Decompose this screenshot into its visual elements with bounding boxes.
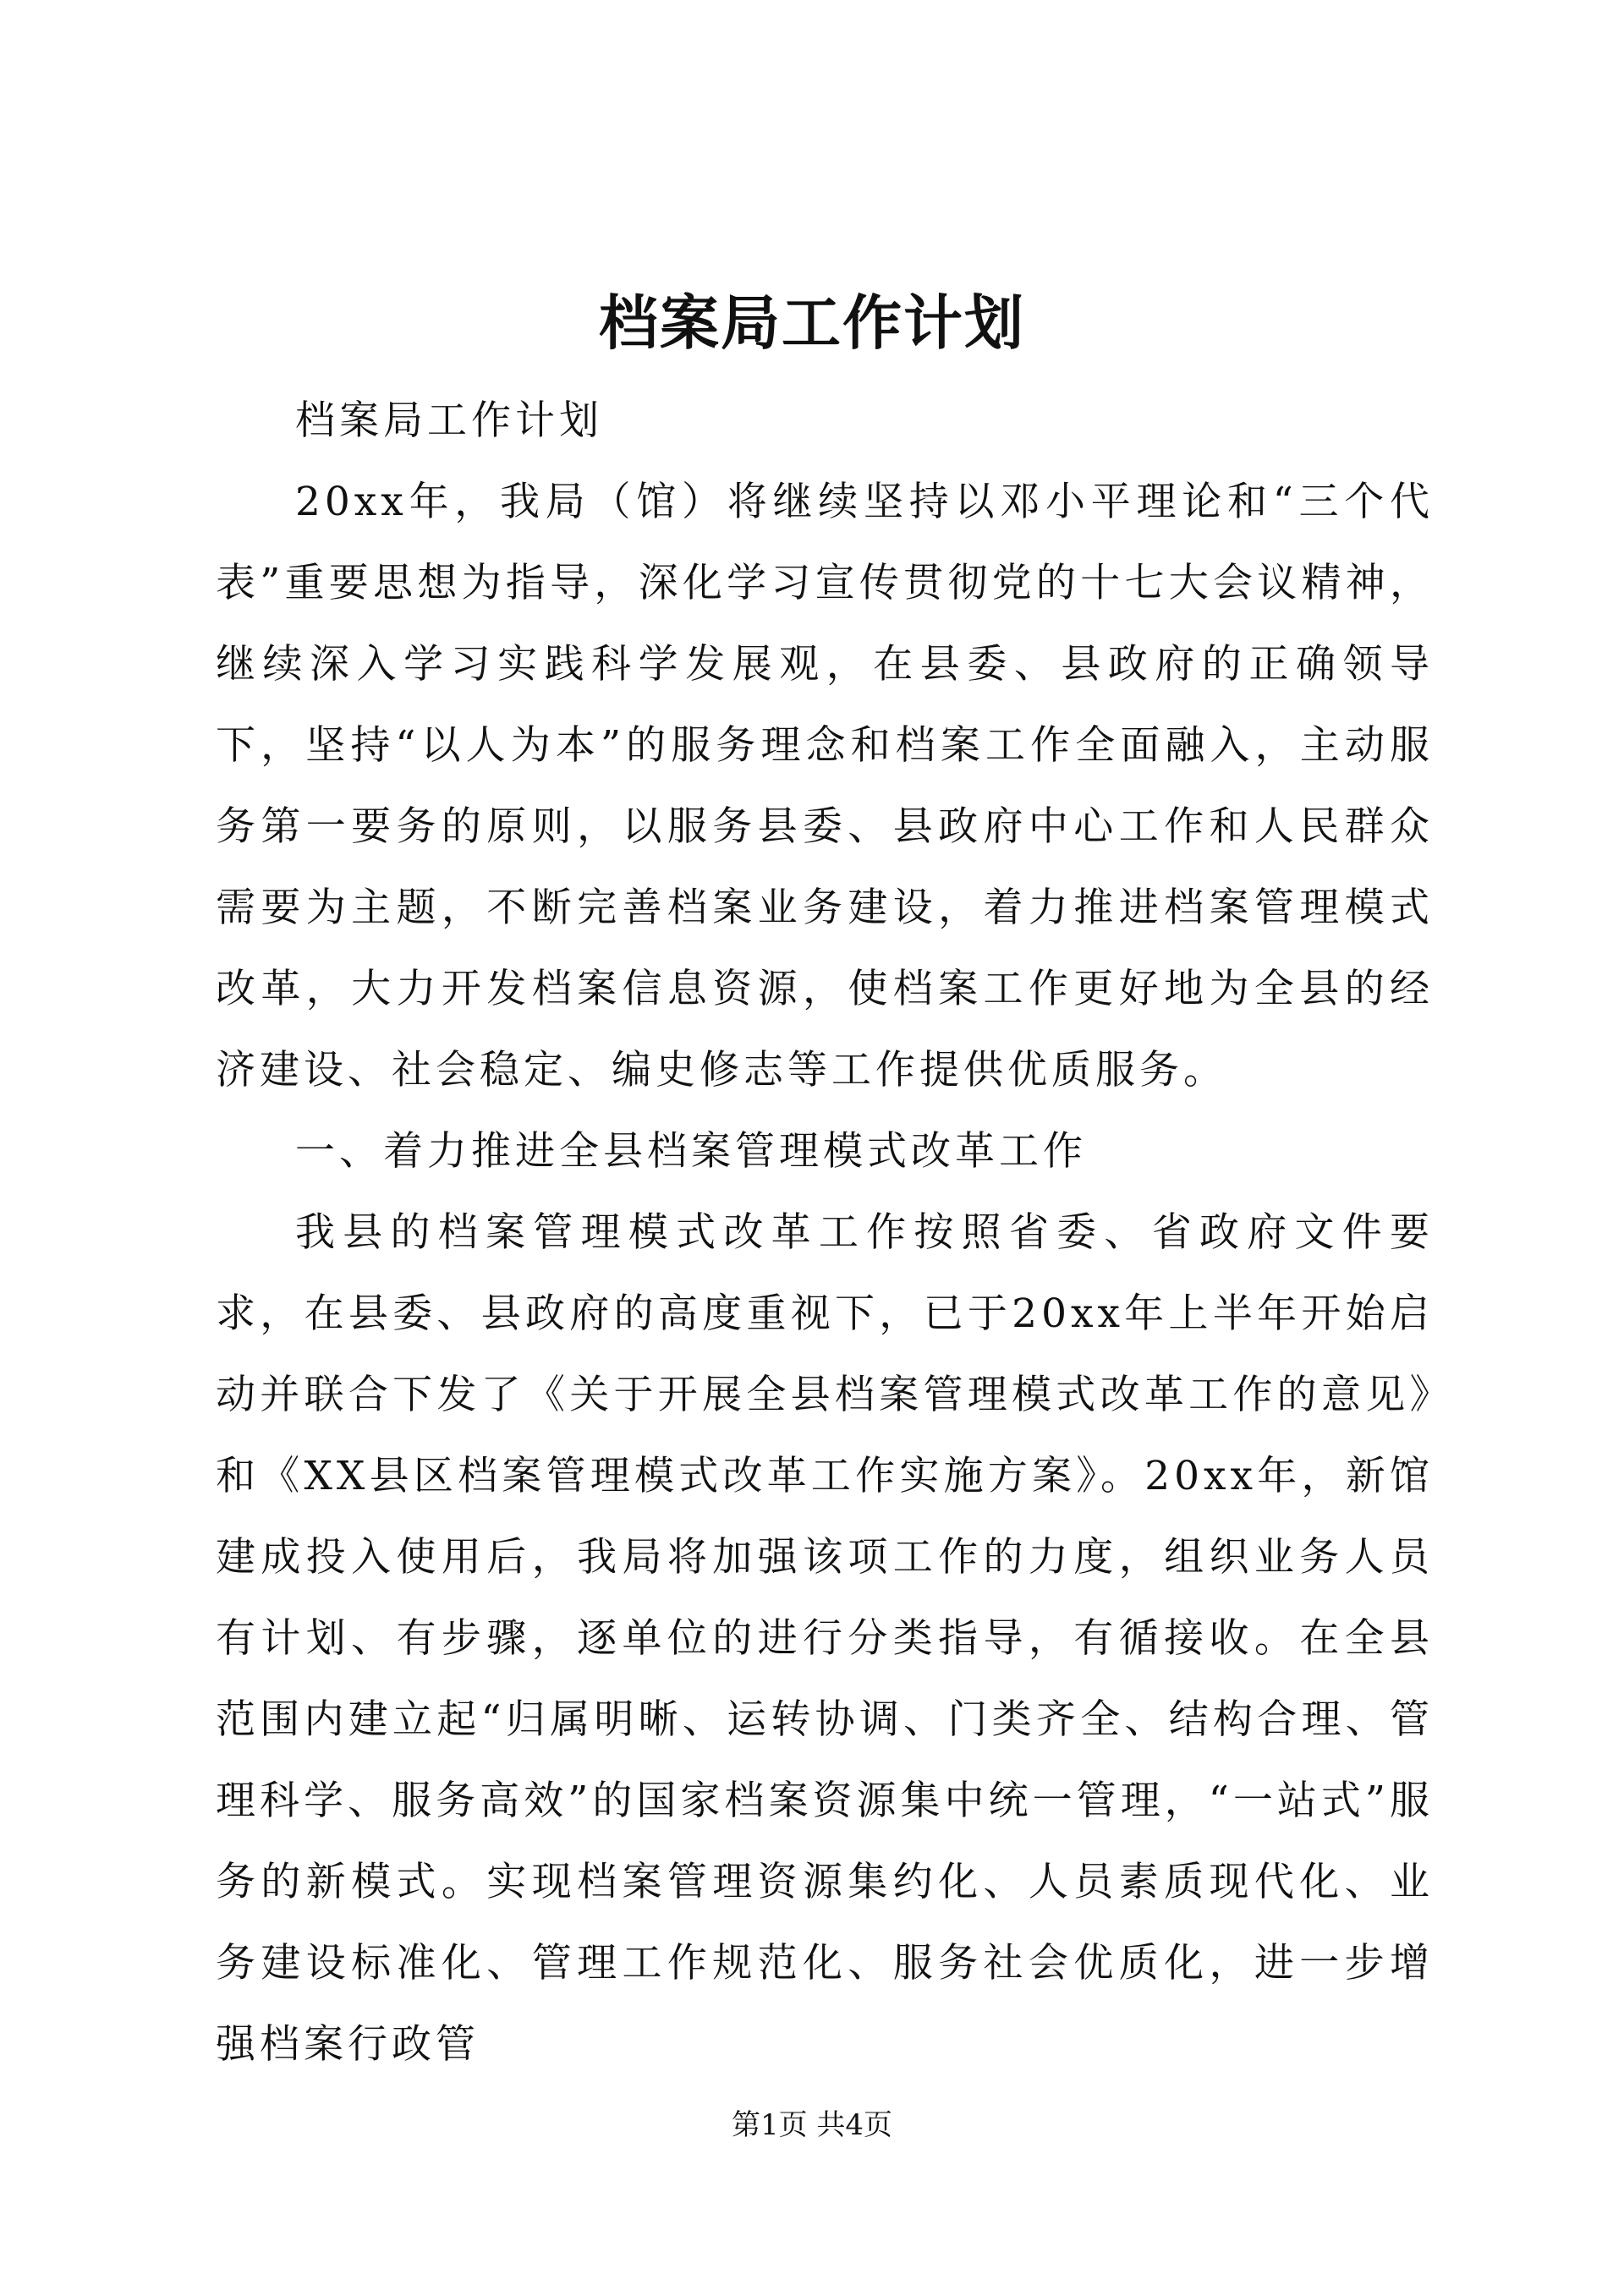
document-title: 档案局工作计划 <box>599 288 1025 358</box>
paragraph-subtitle: 档案局工作计划 <box>295 397 603 444</box>
page-number-footer: 第1页 共4页 <box>731 2108 893 2142</box>
paragraph-intro: 20xx年，我局（馆）将继续坚持以邓小平理论和“三个代表”重要思想为指导，深化学习宣传贯彻党的十七大会议精神，继续深入学习实践科学发展观，在县委、县政府的正确领导下，坚持“以人为本”的服务理念和档案工作全面融入，主动服务第一要务的原则，以服务县委、县政府中心工作和人民群众需要为主题，不断完善档案业务建设，着力推进档案管理模式改革，大力开发档案信息资源，使档案工作更好地为全县的经济建设、社会稳定、编史修志等工作提供优质服务。 <box>216 479 1434 1093</box>
paragraph-section-1: 我县的档案管理模式改革工作按照省委、省政府文件要求，在县委、县政府的高度重视下，已于20xx年上半年开始启动并联合下发了《关于开展全县档案管理模式改革工作的意见》和《XX县区档案管理模式改革工作实施方案》。20xx年，新馆建成投入使用后，我局将加强该项工作的力度，组织业务人员有计划、有步骤，逐单位的进行分类指导，有循接收。在全县范围内建立起“归属明晰、运转协调、门类齐全、结构合理、管理科学、服务高效”的国家档案资源集中统一管理，“一站式”服务的新模式。实现档案管理资源集约化、人员素质现代化、业务建设标准化、管理工作规范化、服务社会优质化，进一步增强档案行政管 <box>216 1209 1434 2068</box>
section-heading-1: 一、着力推进全县档案管理模式改革工作 <box>295 1128 1087 1175</box>
document-body <box>216 381 1434 2085</box>
